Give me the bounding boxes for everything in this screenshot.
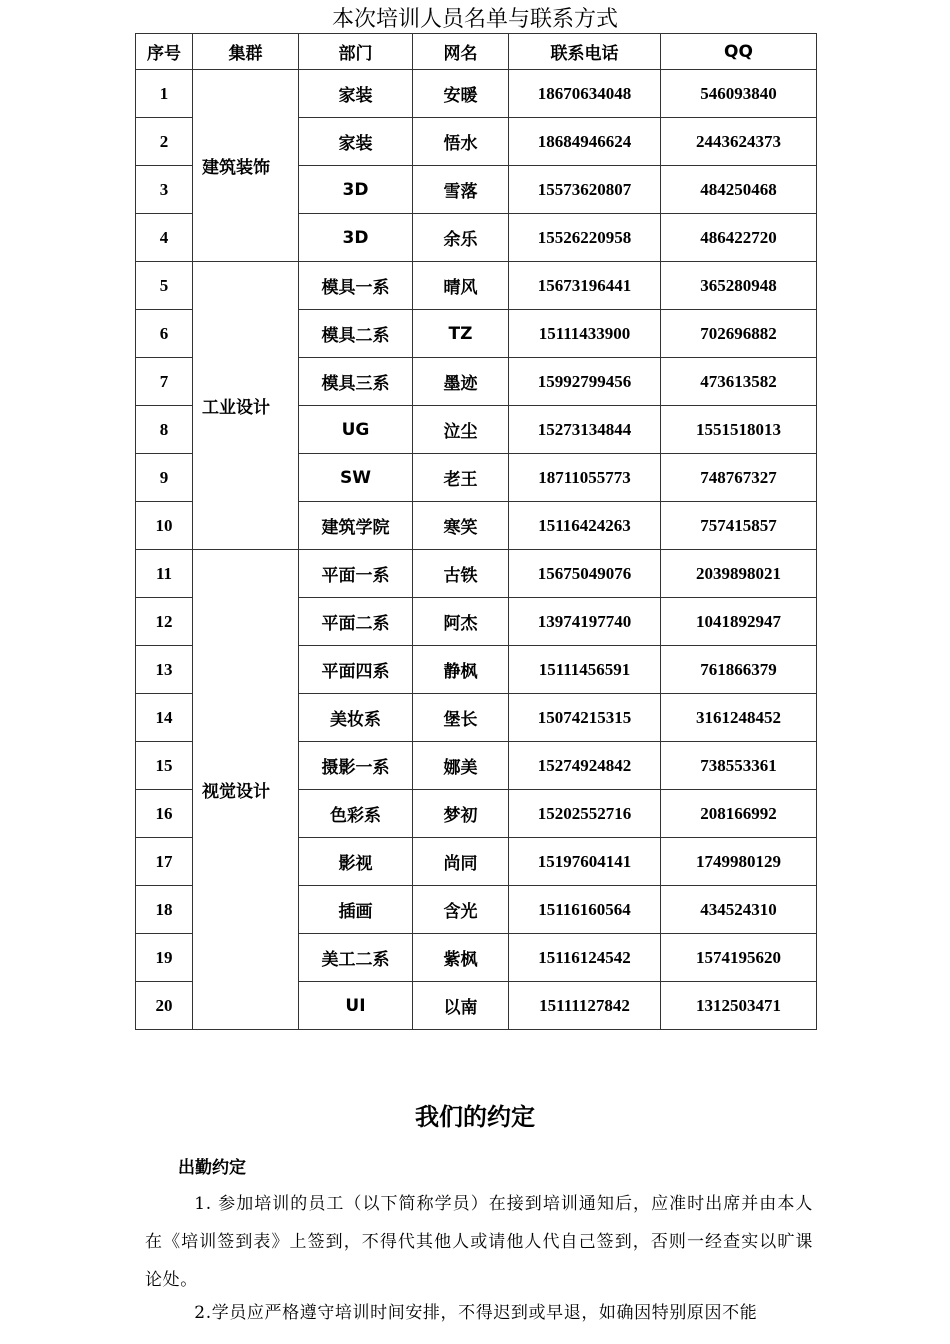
qq-cell: 757415857 bbox=[661, 502, 817, 550]
department-cell: 模具三系 bbox=[299, 358, 413, 406]
department-cell: 建筑学院 bbox=[299, 502, 413, 550]
qq-cell: 208166992 bbox=[661, 790, 817, 838]
nickname-cell: 阿杰 bbox=[413, 598, 509, 646]
department-cell: 模具二系 bbox=[299, 310, 413, 358]
qq-cell: 365280948 bbox=[661, 262, 817, 310]
agreement-paragraph-2: 2.学员应严格遵守培训时间安排，不得迟到或早退，如确因特别原因不能 bbox=[194, 1303, 758, 1323]
nickname-cell: 娜美 bbox=[413, 742, 509, 790]
attendance-subtitle: 出勤约定 bbox=[178, 1158, 246, 1178]
row-index-cell: 20 bbox=[136, 982, 193, 1030]
department-cell: 色彩系 bbox=[299, 790, 413, 838]
nickname-cell: 寒笑 bbox=[413, 502, 509, 550]
phone-cell: 15197604141 bbox=[509, 838, 661, 886]
department-cell: UG bbox=[299, 406, 413, 454]
phone-cell: 18670634048 bbox=[509, 70, 661, 118]
nickname-cell: 晴风 bbox=[413, 262, 509, 310]
qq-cell: 3161248452 bbox=[661, 694, 817, 742]
row-index-cell: 15 bbox=[136, 742, 193, 790]
table-body bbox=[136, 70, 817, 1030]
department-cell: 影视 bbox=[299, 838, 413, 886]
header-phone: 联系电话 bbox=[509, 34, 661, 70]
row-index-cell: 8 bbox=[136, 406, 193, 454]
header-cluster: 集群 bbox=[193, 34, 299, 70]
department-cell: 平面二系 bbox=[299, 598, 413, 646]
phone-cell: 13974197740 bbox=[509, 598, 661, 646]
row-index-cell: 11 bbox=[136, 550, 193, 598]
trainee-roster-table bbox=[135, 33, 817, 1030]
qq-cell: 434524310 bbox=[661, 886, 817, 934]
phone-cell: 15116424263 bbox=[509, 502, 661, 550]
row-index-cell: 6 bbox=[136, 310, 193, 358]
row-index-cell: 10 bbox=[136, 502, 193, 550]
row-index-cell: 18 bbox=[136, 886, 193, 934]
qq-cell: 748767327 bbox=[661, 454, 817, 502]
phone-cell: 15673196441 bbox=[509, 262, 661, 310]
header-nickname: 网名 bbox=[413, 34, 509, 70]
qq-cell: 761866379 bbox=[661, 646, 817, 694]
department-cell: 插画 bbox=[299, 886, 413, 934]
department-cell: 美工二系 bbox=[299, 934, 413, 982]
row-index-cell: 5 bbox=[136, 262, 193, 310]
qq-cell: 738553361 bbox=[661, 742, 817, 790]
qq-cell: 2039898021 bbox=[661, 550, 817, 598]
qq-cell: 1312503471 bbox=[661, 982, 817, 1030]
phone-cell: 15202552716 bbox=[509, 790, 661, 838]
qq-cell: 702696882 bbox=[661, 310, 817, 358]
row-index-cell: 19 bbox=[136, 934, 193, 982]
row-index-cell: 14 bbox=[136, 694, 193, 742]
phone-cell: 15111127842 bbox=[509, 982, 661, 1030]
nickname-cell: 梦初 bbox=[413, 790, 509, 838]
row-index-cell: 17 bbox=[136, 838, 193, 886]
nickname-cell: 紫枫 bbox=[413, 934, 509, 982]
row-index-cell: 13 bbox=[136, 646, 193, 694]
department-cell: 平面四系 bbox=[299, 646, 413, 694]
nickname-cell: 静枫 bbox=[413, 646, 509, 694]
department-cell: SW bbox=[299, 454, 413, 502]
table-row bbox=[136, 70, 817, 118]
document-title: 本次培训人员名单与联系方式 bbox=[331, 7, 618, 32]
cluster-cell: 视觉设计 bbox=[193, 550, 299, 1030]
department-cell: 家装 bbox=[299, 118, 413, 166]
row-index-cell: 4 bbox=[136, 214, 193, 262]
phone-cell: 15116160564 bbox=[509, 886, 661, 934]
nickname-cell: 以南 bbox=[413, 982, 509, 1030]
department-cell: 平面一系 bbox=[299, 550, 413, 598]
table-row bbox=[136, 550, 817, 598]
header-department: 部门 bbox=[299, 34, 413, 70]
nickname-cell: 堡长 bbox=[413, 694, 509, 742]
row-index-cell: 16 bbox=[136, 790, 193, 838]
nickname-cell: 泣尘 bbox=[413, 406, 509, 454]
department-cell: UI bbox=[299, 982, 413, 1030]
phone-cell: 18711055773 bbox=[509, 454, 661, 502]
table-row bbox=[136, 262, 817, 310]
department-cell: 3D bbox=[299, 166, 413, 214]
qq-cell: 2443624373 bbox=[661, 118, 817, 166]
qq-cell: 484250468 bbox=[661, 166, 817, 214]
row-index-cell: 9 bbox=[136, 454, 193, 502]
phone-cell: 15675049076 bbox=[509, 550, 661, 598]
cluster-cell: 建筑装饰 bbox=[193, 70, 299, 262]
agreement-title: 我们的约定 bbox=[415, 1103, 535, 1131]
nickname-cell: 墨迹 bbox=[413, 358, 509, 406]
nickname-cell: 老王 bbox=[413, 454, 509, 502]
department-cell: 摄影一系 bbox=[299, 742, 413, 790]
qq-cell: 473613582 bbox=[661, 358, 817, 406]
nickname-cell: 尚同 bbox=[413, 838, 509, 886]
qq-cell: 546093840 bbox=[661, 70, 817, 118]
phone-cell: 15992799456 bbox=[509, 358, 661, 406]
department-cell: 家装 bbox=[299, 70, 413, 118]
phone-cell: 15273134844 bbox=[509, 406, 661, 454]
nickname-cell: 含光 bbox=[413, 886, 509, 934]
phone-cell: 15116124542 bbox=[509, 934, 661, 982]
agreement-paragraph-1: 1. 参加培训的员工（以下简称学员）在接到培训通知后，应准时出席并由本人在《培训签到表》上签到，不得代其他人或请他人代自己签到，否则一经查实以旷课论处。 bbox=[145, 1194, 813, 1290]
phone-cell: 15111456591 bbox=[509, 646, 661, 694]
cluster-cell: 工业设计 bbox=[193, 262, 299, 550]
department-cell: 模具一系 bbox=[299, 262, 413, 310]
header-qq: QQ bbox=[661, 34, 817, 70]
nickname-cell: TZ bbox=[413, 310, 509, 358]
row-index-cell: 1 bbox=[136, 70, 193, 118]
row-index-cell: 7 bbox=[136, 358, 193, 406]
row-index-cell: 3 bbox=[136, 166, 193, 214]
nickname-cell: 古铁 bbox=[413, 550, 509, 598]
qq-cell: 1749980129 bbox=[661, 838, 817, 886]
nickname-cell: 余乐 bbox=[413, 214, 509, 262]
table-header-row bbox=[136, 34, 817, 70]
phone-cell: 15526220958 bbox=[509, 214, 661, 262]
phone-cell: 15573620807 bbox=[509, 166, 661, 214]
row-index-cell: 12 bbox=[136, 598, 193, 646]
nickname-cell: 安暖 bbox=[413, 70, 509, 118]
phone-cell: 15274924842 bbox=[509, 742, 661, 790]
department-cell: 美妆系 bbox=[299, 694, 413, 742]
qq-cell: 1041892947 bbox=[661, 598, 817, 646]
nickname-cell: 雪落 bbox=[413, 166, 509, 214]
row-index-cell: 2 bbox=[136, 118, 193, 166]
header-index: 序号 bbox=[136, 34, 193, 70]
qq-cell: 1574195620 bbox=[661, 934, 817, 982]
phone-cell: 15074215315 bbox=[509, 694, 661, 742]
phone-cell: 15111433900 bbox=[509, 310, 661, 358]
nickname-cell: 悟水 bbox=[413, 118, 509, 166]
qq-cell: 486422720 bbox=[661, 214, 817, 262]
qq-cell: 1551518013 bbox=[661, 406, 817, 454]
department-cell: 3D bbox=[299, 214, 413, 262]
phone-cell: 18684946624 bbox=[509, 118, 661, 166]
